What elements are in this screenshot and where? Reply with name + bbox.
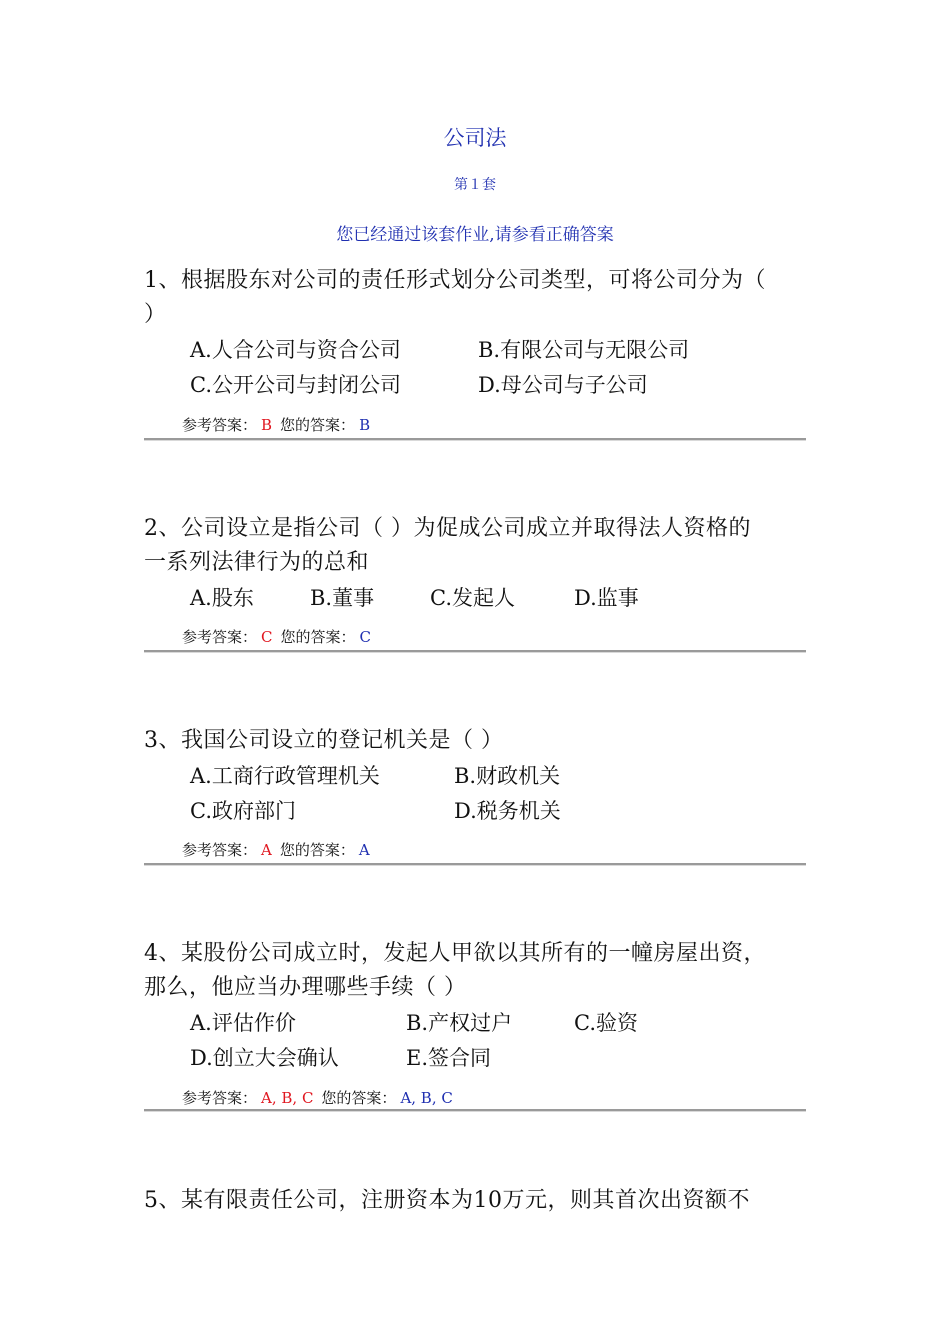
option-c: C.验资: [574, 1011, 638, 1035]
options: [144, 582, 806, 618]
reference-answer: A: [261, 841, 272, 859]
reference-answer: A, B, C: [261, 1089, 314, 1107]
options: [144, 334, 806, 404]
completion-notice: 您已经通过该套作业,请参看正确答案: [336, 225, 614, 245]
option-c: C.公开公司与封闭公司: [190, 373, 401, 397]
question-1: [144, 264, 806, 434]
question-text: 5、某有限责任公司，注册资本为10万元，则其首次出资额不: [144, 1188, 750, 1213]
options: [144, 1007, 806, 1077]
question-3: [144, 724, 806, 859]
answer-line: [182, 414, 370, 435]
question-4: [144, 937, 806, 1107]
option-d: D.母公司与子公司: [478, 373, 648, 397]
option-b: B.董事: [310, 586, 375, 610]
option-b: B.有限公司与无限公司: [478, 338, 690, 362]
set-number: 第１套: [454, 177, 496, 193]
options: [144, 760, 806, 830]
divider: [144, 650, 806, 653]
your-answer: C: [359, 628, 371, 646]
question-2: [144, 512, 806, 646]
question-text: 2、公司设立是指公司（ ）为促成公司成立并取得法人资格的: [144, 516, 751, 541]
reference-answer-label: 参考答案：: [182, 1089, 258, 1107]
option-d: D.创立大会确认: [190, 1046, 339, 1070]
option-a: A.评估作价: [190, 1011, 296, 1035]
question-text: 4、某股份公司成立时，发起人甲欲以其所有的一幢房屋出资，: [144, 941, 766, 966]
option-b: B.财政机关: [454, 764, 561, 788]
option-a: A.股东: [190, 586, 254, 610]
option-e: E.签合同: [406, 1046, 492, 1070]
question-text: ）: [144, 302, 167, 327]
reference-answer-label: 参考答案：: [182, 628, 258, 646]
answer-line: [182, 839, 370, 860]
question-text: 那么，他应当办理哪些手续（ ）: [144, 975, 467, 1000]
question-text: 一系列法律行为的总和: [144, 550, 370, 575]
page-title: 公司法: [443, 126, 507, 150]
divider: [144, 438, 806, 441]
answer-line: [182, 626, 371, 647]
your-answer-label: 您的答案：: [279, 841, 355, 859]
your-answer: B: [359, 416, 371, 434]
your-answer: A: [358, 841, 370, 859]
option-b: B.产权过户: [406, 1011, 513, 1035]
your-answer-label: 您的答案：: [321, 1089, 397, 1107]
divider: [144, 1109, 806, 1112]
option-a: A.人合公司与资合公司: [190, 338, 401, 362]
question-text: 3、我国公司设立的登记机关是（ ）: [144, 728, 504, 753]
question-text: 1、根据股东对公司的责任形式划分公司类型，可将公司分为（: [144, 268, 766, 293]
option-d: D.监事: [574, 586, 639, 610]
your-answer-label: 您的答案：: [280, 416, 356, 434]
question-5: [144, 1184, 806, 1218]
your-answer-label: 您的答案：: [280, 628, 356, 646]
option-d: D.税务机关: [454, 799, 561, 823]
reference-answer-label: 参考答案：: [182, 416, 258, 434]
option-c: C.发起人: [430, 586, 515, 610]
divider: [144, 863, 806, 866]
option-a: A.工商行政管理机关: [190, 764, 380, 788]
answer-line: [182, 1087, 453, 1108]
reference-answer: B: [261, 416, 273, 434]
reference-answer: C: [261, 628, 273, 646]
option-c: C.政府部门: [190, 799, 296, 823]
reference-answer-label: 参考答案：: [182, 841, 258, 859]
your-answer: A, B, C: [400, 1089, 453, 1107]
